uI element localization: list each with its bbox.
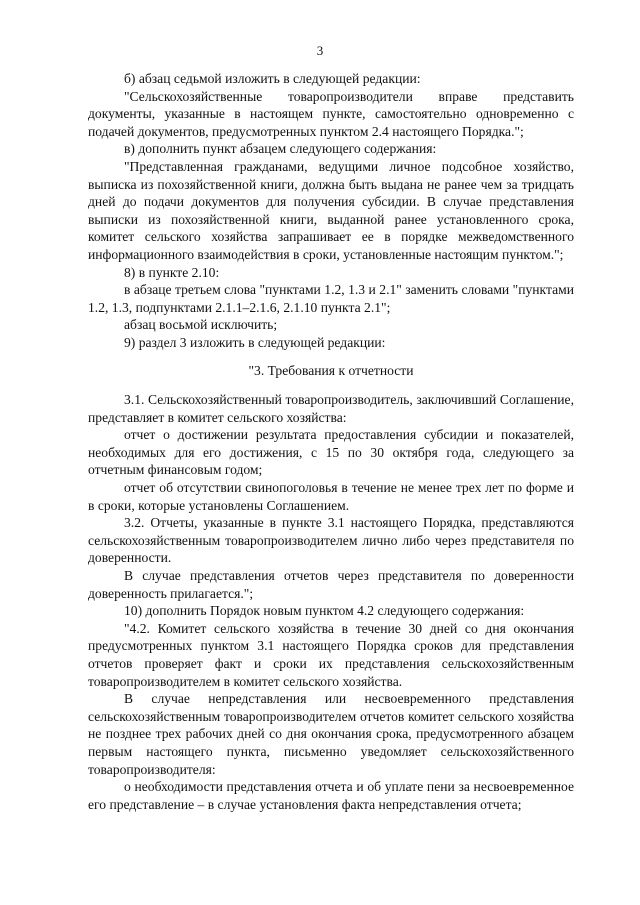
paragraph: "4.2. Комитет сельского хозяйства в течение 30 дней со дня окончания предусмотренных пунктом 3.1 настоящего Порядка сроков для представления отчетов проверяет факт и сроки их представления сельскохозяйственным товаропроизводителем в комитет сельского хозяйства. xyxy=(88,620,574,689)
paragraph: "Представленная гражданами, ведущими личное подсобное хозяйство, выписка из похозяйственной книги, должна быть выдана не ранее чем за тридцать дней до подачи документов для получения субсидии. В случае представления выписки из похозяйственной книги, выданной ранее установленного срока, комитет сельского хозяйства запрашивает ее в порядке межведомственного информационного взаимодействия в сроки, установленные настоящим пунктом."; xyxy=(88,158,574,262)
paragraph: В случае непредставления или несвоевременного представления сельскохозяйственным товаропроизводителем отчетов комитет сельского хозяйства не позднее трех рабочих дней со дня окончания срока, предусмотренного абзацем первым настоящего пункта, письменно уведомляет сельскохозяйственного товаропроизводителя: xyxy=(88,691,574,777)
paragraph: В случае представления отчетов через представителя по доверенности доверенность прилагается."; xyxy=(88,568,574,601)
paragraph: 8) в пункте 2.10: xyxy=(124,264,220,280)
paragraph: о необходимости представления отчета и об уплате пени за несвоевременное его представление – в случае установления факта непредставления отчета; xyxy=(88,779,574,812)
paragraph: 10) дополнить Порядок новым пунктом 4.2 следующего содержания: xyxy=(124,603,525,619)
paragraph: в) дополнить пункт абзацем следующего содержания: xyxy=(124,141,437,157)
document-body xyxy=(88,70,574,813)
section-heading: "3. Требования к отчетности xyxy=(248,362,414,378)
paragraph: абзац восьмой исключить; xyxy=(124,317,278,333)
paragraph: б) абзац седьмой изложить в следующей редакции: xyxy=(124,71,421,86)
paragraph: отчет об отсутствии свинопоголовья в течение не менее трех лет по форме и в сроки, которые установлены Соглашением. xyxy=(88,480,574,513)
paragraph: 3.1. Сельскохозяйственный товаропроизводитель, заключивший Соглашение, представляет в комитет сельского хозяйства: xyxy=(88,392,574,425)
paragraph: 3.2. Отчеты, указанные в пункте 3.1 настоящего Порядка, представляются сельскохозяйственным товаропроизводителем лично либо через представителя по доверенности. xyxy=(88,515,574,566)
paragraph: в абзаце третьем слова "пунктами 1.2, 1.3 и 2.1" заменить словами "пунктами 1.2, 1.3, подпунктами 2.1.1–2.1.6, 2.1.10 пункта 2.1"; xyxy=(88,282,574,315)
paragraph: 9) раздел 3 изложить в следующей редакции: xyxy=(124,334,386,350)
paragraph: отчет о достижении результата предоставления субсидии и показателей, необходимых для его достижения, с 15 по 30 октября года, следующего за отчетным финансовым годом; xyxy=(88,427,574,478)
page-number: 3 xyxy=(316,43,324,58)
paragraph: "Сельскохозяйственные товаропроизводители вправе представить документы, указанные в настоящем пункте, самостоятельно одновременно с подачей документов, предусмотренных пунктом 2.4 настоящего Порядка."; xyxy=(88,88,574,139)
